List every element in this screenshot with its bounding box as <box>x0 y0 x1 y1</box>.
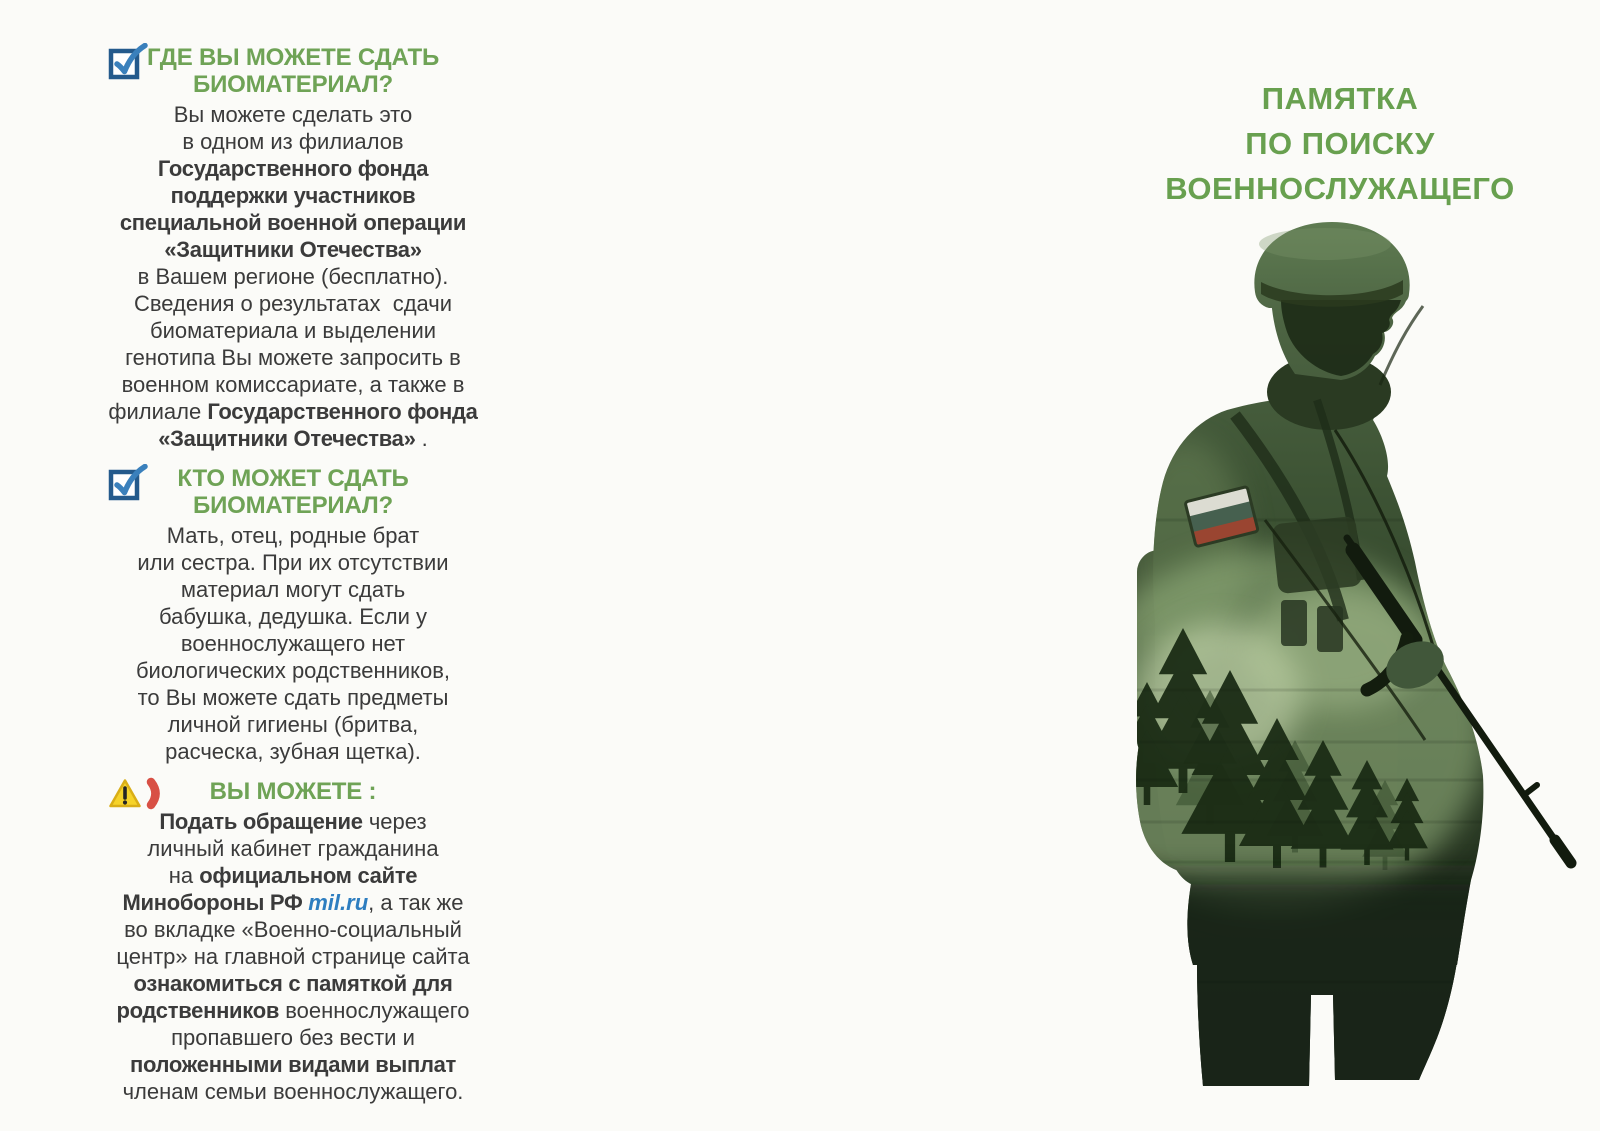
info-section-2 <box>86 465 500 765</box>
text-segment: личной гигиены (бритва, <box>167 712 419 737</box>
text-segment: специальной военной операции <box>119 210 467 235</box>
section-body <box>86 808 500 1105</box>
text-line <box>86 425 500 452</box>
text-line <box>86 711 500 738</box>
section-title-line: ГДЕ ВЫ МОЖЕТЕ СДАТЬ <box>146 44 440 71</box>
title-line-3: ВОЕННОСЛУЖАЩЕГО <box>1165 171 1515 206</box>
text-segment: «Защитники Отечества» <box>164 237 422 262</box>
text-line <box>86 101 500 128</box>
text-segment: . <box>415 426 428 451</box>
text-segment: военном комиссариате, а также в <box>121 372 465 397</box>
section-heading <box>86 44 500 98</box>
text-segment: на <box>168 863 200 888</box>
text-line <box>86 916 500 943</box>
text-line <box>86 398 500 425</box>
text-segment: расческа, зубная щетка). <box>165 739 421 764</box>
soldier-illustration-svg <box>1085 220 1600 1127</box>
text-segment: Минобороны РФ <box>122 890 309 915</box>
section-heading <box>86 778 500 805</box>
text-segment: во вкладке «Военно-социальный <box>124 917 462 942</box>
info-column <box>86 44 500 1118</box>
text-line <box>86 1024 500 1051</box>
text-line <box>86 738 500 765</box>
text-segment: биоматериала и выделении <box>149 318 437 343</box>
checkbox-icon <box>108 43 148 80</box>
text-segment: то Вы можете сдать предметы <box>137 685 449 710</box>
section-body <box>86 101 500 452</box>
section-body <box>86 522 500 765</box>
text-line <box>86 862 500 889</box>
text-line <box>86 603 500 630</box>
document-title <box>1108 76 1572 211</box>
text-line <box>86 549 500 576</box>
text-line <box>86 344 500 371</box>
section-heading <box>86 465 500 519</box>
text-line <box>86 155 500 182</box>
text-segment: материал могут сдать <box>180 577 406 602</box>
checkbox-icon <box>108 464 148 501</box>
text-segment: , а так же <box>368 890 464 915</box>
section-title <box>86 465 500 519</box>
text-segment: Вы можете сделать это <box>173 102 413 127</box>
text-line <box>86 576 500 603</box>
text-line <box>86 657 500 684</box>
text-segment: поддержки участников <box>170 183 416 208</box>
text-segment: филиале <box>108 399 208 424</box>
text-segment: ознакомиться с памяткой для <box>133 971 453 996</box>
text-line <box>86 290 500 317</box>
text-segment: или сестра. При их отсутствии <box>137 550 449 575</box>
text-segment: в одном из филиалов <box>182 129 404 154</box>
text-segment: положенными видами выплат <box>129 1052 457 1077</box>
text-line <box>86 128 500 155</box>
info-section-3 <box>86 778 500 1105</box>
text-segment: в Вашем регионе (бесплатно). <box>137 264 449 289</box>
text-line <box>86 522 500 549</box>
text-segment: официальном сайте <box>199 863 418 888</box>
text-line <box>86 263 500 290</box>
text-segment: Мать, отец, родные брат <box>166 523 420 548</box>
text-line <box>86 182 500 209</box>
section-title-line: БИОМАТЕРИАЛ? <box>193 492 393 519</box>
title-line-1: ПАМЯТКА <box>1261 81 1419 116</box>
text-segment: военнослужащего нет <box>180 631 406 656</box>
section-title-line: ВЫ МОЖЕТЕ : <box>209 778 377 805</box>
mil-ru-link[interactable]: mil.ru <box>308 890 369 915</box>
text-segment: центр» на главной странице сайта <box>116 944 470 969</box>
soldier-forest-illustration <box>1085 220 1600 1127</box>
warning-icon <box>108 777 166 810</box>
text-segment: Государственного фонда <box>207 399 478 424</box>
text-line <box>86 1078 500 1105</box>
text-line <box>86 371 500 398</box>
text-line <box>86 317 500 344</box>
section-title-line: БИОМАТЕРИАЛ? <box>193 71 393 98</box>
text-segment: биологических родственников, <box>135 658 451 683</box>
text-segment: военнослужащего <box>279 998 470 1023</box>
section-title-line: КТО МОЖЕТ СДАТЬ <box>177 465 409 492</box>
text-line <box>86 209 500 236</box>
text-line <box>86 835 500 862</box>
text-line <box>86 684 500 711</box>
text-line <box>86 1051 500 1078</box>
info-section-1 <box>86 44 500 452</box>
text-line <box>86 943 500 970</box>
title-line-2: ПО ПОИСКУ <box>1245 126 1435 161</box>
text-segment: пропавшего без вести и <box>171 1025 415 1050</box>
text-line <box>86 236 500 263</box>
text-line <box>86 997 500 1024</box>
text-line <box>86 889 500 916</box>
text-segment: бабушка, дедушка. Если у <box>159 604 427 629</box>
text-segment: личный кабинет гражданина <box>147 836 439 861</box>
text-segment: Сведения о результатах сдачи <box>133 291 453 316</box>
text-line <box>86 970 500 997</box>
text-segment: Государственного фонда <box>157 156 429 181</box>
text-segment: родственников <box>116 998 280 1023</box>
text-segment: генотипа Вы можете запросить в <box>125 345 461 370</box>
text-line <box>86 808 500 835</box>
text-segment: через <box>362 809 427 834</box>
text-line <box>86 630 500 657</box>
text-segment: «Защитники Отечества» <box>158 426 416 451</box>
section-title <box>86 44 500 98</box>
text-segment: Подать обращение <box>159 809 363 834</box>
text-segment: членам семьи военнослужащего. <box>122 1079 464 1104</box>
